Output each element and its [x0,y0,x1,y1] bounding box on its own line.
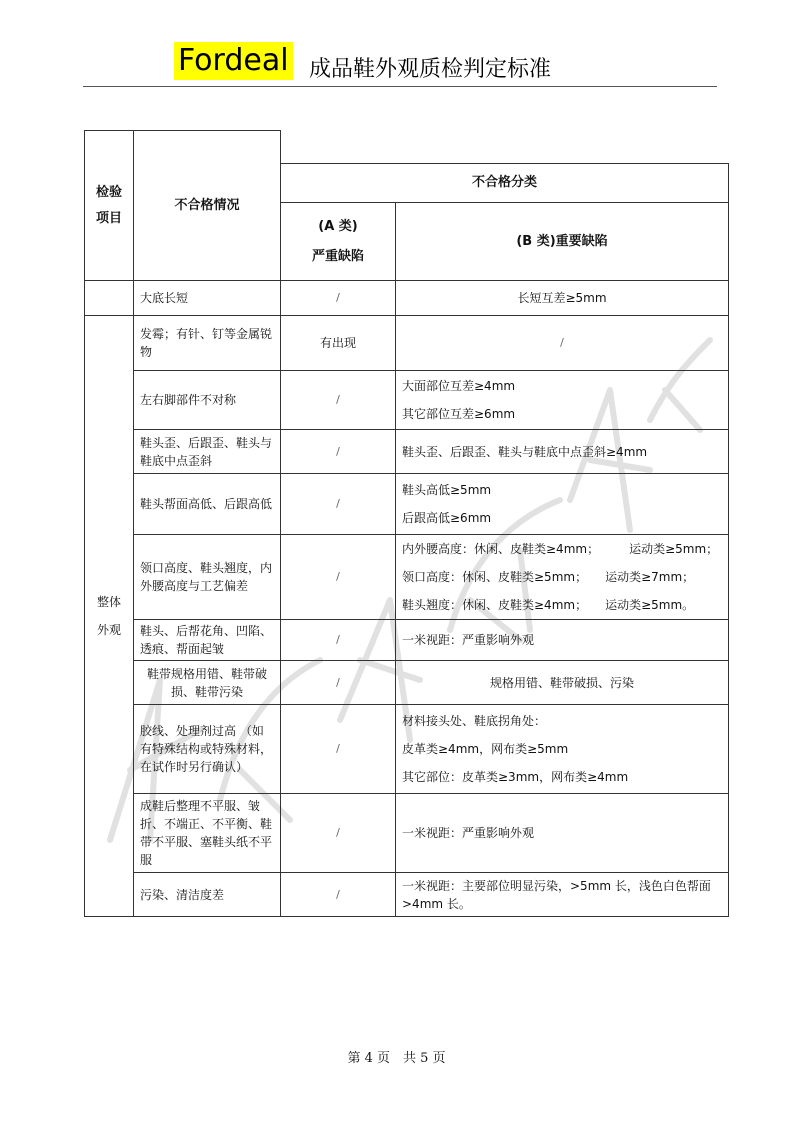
header-class-b: (B 类)重要缺陷 [396,203,729,281]
class-b-cell: 一米视距：严重影响外观 [396,794,729,873]
class-a-cell: / [281,705,396,794]
condition-cell: 污染、清洁度差 [134,873,281,917]
class-a-cell: / [281,474,396,535]
class-b-cell: 大面部位互差≥4mm 其它部位互差≥6mm [396,371,729,430]
class-b-cell: 材料接头处、鞋底拐角处： 皮革类≥4mm，网布类≥5mm 其它部位：皮革类≥3mm，网布类≥4mm [396,705,729,794]
condition-cell: 鞋头、后帮花角、凹陷、透痕、帮面起皱 [134,620,281,661]
brand-logo: Fordeal [174,42,293,80]
header-class-a: (A 类) 严重缺陷 [281,203,396,281]
condition-cell: 成鞋后整理不平服、皱折、不端正、不平衡、鞋带不平服、塞鞋头纸不平服 [134,794,281,873]
condition-cell: 鞋带规格用错、鞋带破损、鞋带污染 [134,661,281,705]
class-a-cell: / [281,281,396,316]
header-nonconformity: 不合格情况 [134,131,281,281]
class-a-cell: / [281,535,396,620]
class-b-cell: 鞋头歪、后跟歪、鞋头与鞋底中点歪斜≥4mm [396,430,729,474]
empty-item-cell [85,281,134,316]
class-a-cell: / [281,873,396,917]
condition-cell: 左右脚部件不对称 [134,371,281,430]
header-blank-cell [281,131,729,164]
condition-cell: 大底长短 [134,281,281,316]
class-b-cell: / [396,316,729,371]
class-b-cell: 一米视距：严重影响外观 [396,620,729,661]
inspection-standard-table [84,130,729,917]
page-number: 第 4 页 共 5 页 [347,1051,446,1066]
class-b-cell: 鞋头高低≥5mm 后跟高低≥6mm [396,474,729,535]
class-b-cell: 规格用错、鞋带破损、污染 [396,661,729,705]
class-b-cell: 长短互差≥5mm [396,281,729,316]
page-header [83,42,717,87]
class-a-cell: / [281,430,396,474]
class-b-cell: 内外腰高度：休闲、皮鞋类≥4mm； 运动类≥5mm； 领口高度：休闲、皮鞋类≥5mm； 运动类≥7mm； 鞋头翘度：休闲、皮鞋类≥4mm； 运动类≥5mm。 [396,535,729,620]
condition-cell: 胶线、处理剂过高 （如有特殊结构或特殊材料，在试作时另行确认） [134,705,281,794]
class-a-cell: / [281,371,396,430]
group-label-overall-appearance: 整体 外观 [85,316,134,917]
condition-cell: 鞋头歪、后跟歪、鞋头与鞋底中点歪斜 [134,430,281,474]
class-b-cell: 一米视距：主要部位明显污染，>5mm 长，浅色白色帮面>4mm 长。 [396,873,729,917]
header-inspection-item: 检验 项目 [85,131,134,281]
class-a-cell: 有出现 [281,316,396,371]
header-classification: 不合格分类 [281,164,729,203]
class-a-cell: / [281,661,396,705]
document-title: 成品鞋外观质检判定标准 [309,57,552,82]
condition-cell: 发霉；有针、钉等金属锐物 [134,316,281,371]
condition-cell: 鞋头帮面高低、后跟高低 [134,474,281,535]
class-a-cell: / [281,794,396,873]
condition-cell: 领口高度、鞋头翘度，内外腰高度与工艺偏差 [134,535,281,620]
class-a-cell: / [281,620,396,661]
